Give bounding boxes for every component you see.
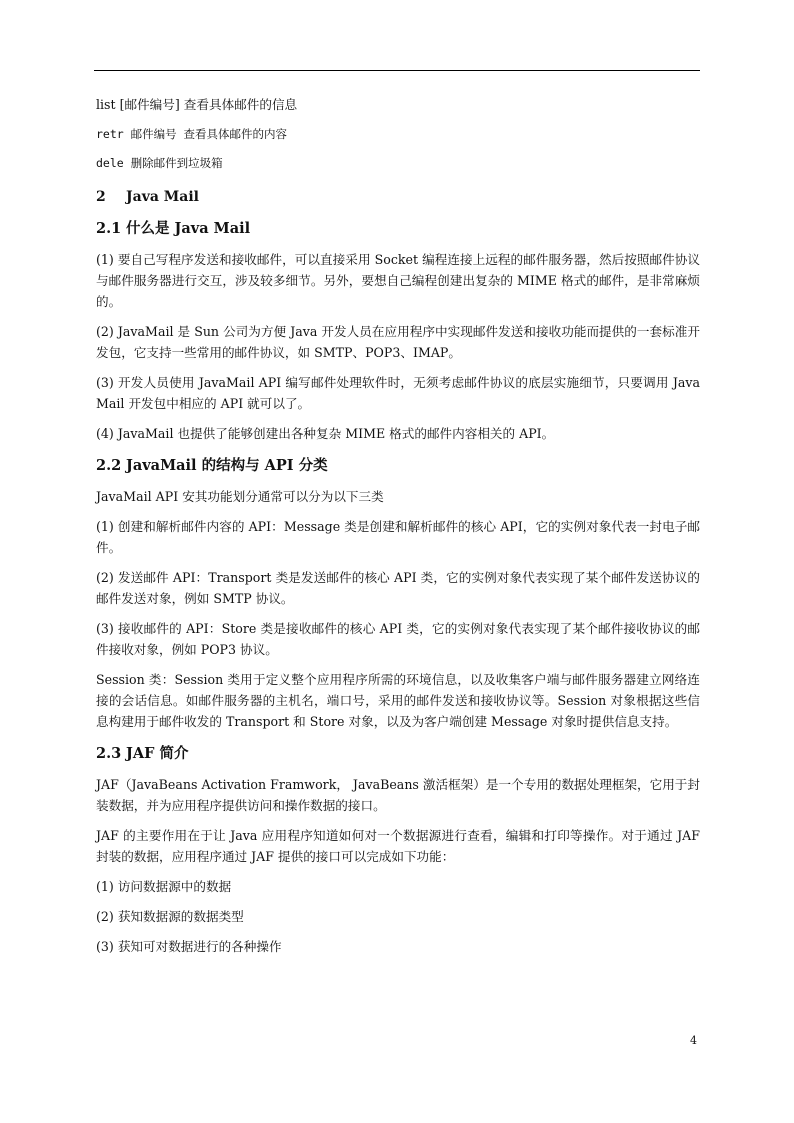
header-rule	[94, 70, 700, 71]
command-list: list [邮件编号] 查看具体邮件的信息	[96, 97, 298, 112]
paragraph: (3) 接收邮件的 API：Store 类是接收邮件的核心 API 类，它的实例对象代表实现了某个邮件接收协议的邮件接收对象，例如 POP3 协议。	[96, 621, 700, 657]
paragraph: (1) 创建和解析邮件内容的 API：Message 类是创建和解析邮件的核心 API，它的实例对象代表一封电子邮件。	[96, 519, 700, 555]
paragraph: (2) JavaMail 是 Sun 公司为方便 Java 开发人员在应用程序中实现邮件发送和接收功能而提供的一套标准开发包，它支持一些常用的邮件协议，如 SMTP、POP3、IMAP。	[96, 324, 700, 360]
section-2-3-heading	[96, 744, 700, 764]
paragraph: (3) 开发人员使用 JavaMail API 编写邮件处理软件时，无须考虑邮件协议的底层实施细节，只要调用 JavaMail 开发包中相应的 API 就可以了。	[96, 375, 700, 411]
paragraph: JAF 的主要作用在于让 Java 应用程序知道如何对一个数据源进行查看，编辑和打印等操作。对于通过 JAF 封装的数据，应用程序通过 JAF 提供的接口可以完成如下功能：	[96, 828, 700, 864]
section-2-heading	[96, 187, 700, 207]
section-title: JAF 简介	[126, 745, 189, 762]
paragraph: (1) 要自己写程序发送和接收邮件，可以直接采用 Socket 编程连接上远程的邮件服务器，然后按照邮件协议与邮件服务器进行交互，涉及较多细节。另外，要想自己编程创建出复杂的 MIME 格式的邮件，是非常麻烦的。	[96, 252, 700, 309]
command-dele: dele 删除邮件到垃圾箱	[96, 156, 223, 170]
list-item: (3) 获知可对数据进行的各种操作	[96, 939, 282, 954]
paragraph: (4) JavaMail 也提供了能够创建出各种复杂 MIME 格式的邮件内容相关的 API。	[96, 426, 555, 441]
section-number: 2.3	[96, 745, 122, 762]
section-2-2-heading	[96, 456, 700, 476]
section-number: 2.1	[96, 220, 122, 237]
paragraph: JavaMail API 安其功能划分通常可以分为以下三类	[96, 489, 384, 504]
paragraph: Session 类：Session 类用于定义整个应用程序所需的环境信息，以及收集客户端与邮件服务器建立网络连接的会话信息。如邮件服务器的主机名，端口号，采用的邮件发送和接收协议等。Session 对象根据这些信息构建用于邮件收发的 Transport 和 Store 对象，以及为客户端创建 Message 对象时提供信息支持。	[96, 672, 700, 729]
paragraph: (2) 发送邮件 API：Transport 类是发送邮件的核心 API 类，它的实例对象代表实现了某个邮件发送协议的邮件发送对象，例如 SMTP 协议。	[96, 570, 700, 606]
section-title: JavaMail 的结构与 API 分类	[126, 457, 328, 474]
list-item: (2) 获知数据源的数据类型	[96, 909, 244, 924]
command-retr: retr 邮件编号 查看具体邮件的内容	[96, 127, 288, 141]
section-title: Java Mail	[126, 189, 199, 205]
section-title: 什么是 Java Mail	[126, 220, 251, 237]
page-number: 4	[690, 1034, 697, 1047]
paragraph: JAF（JavaBeans Activation Framwork， JavaBeans 激活框架）是一个专用的数据处理框架，它用于封装数据，并为应用程序提供访问和操作数据的接口。	[96, 777, 700, 813]
section-number: 2	[96, 189, 106, 205]
section-number: 2.2	[96, 457, 122, 474]
page-body	[96, 95, 700, 966]
list-item: (1) 访问数据源中的数据	[96, 879, 232, 894]
section-2-1-heading	[96, 219, 700, 239]
